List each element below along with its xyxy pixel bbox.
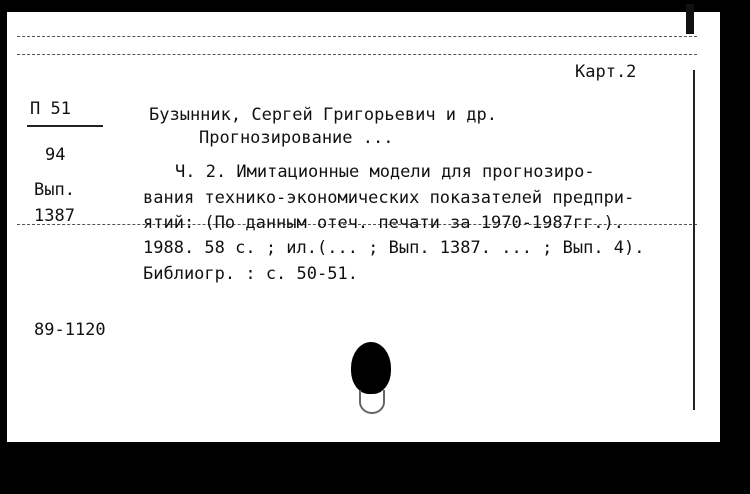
accession-number: 89-1120 [34,320,106,340]
part-title-line: ятий: (По данным отеч. печати за 1970-1987гг.). [143,213,625,233]
part-title-line: Ч. 2. Имитационные модели для прогнозиро- [175,162,595,182]
bibliography-note: Библиогр. : с. 50-51. [143,264,358,284]
series-number: 1387 [34,206,75,226]
work-title: Прогнозирование ... [199,128,394,148]
divider [17,54,697,55]
call-number: П 51 [30,99,71,119]
shelf-mark: 94 [45,145,66,165]
catalog-card [7,12,720,442]
divider [693,70,695,410]
imprint-line: 1988. 58 с. ; ил.(... ; Вып. 1387. ... ; Вып. 4). [143,238,645,258]
author-heading: Бузынник, Сергей Григорьевич и др. [149,105,497,125]
punch-hole [351,342,391,394]
card-number: Карт.2 [575,62,637,82]
divider [17,36,697,37]
edge-mark [686,4,694,34]
part-title-line: вания технико-экономических показателей предпри- [143,188,635,208]
punch-hole-outline [359,390,385,414]
divider [27,125,103,127]
series-label: Вып. [34,180,75,200]
